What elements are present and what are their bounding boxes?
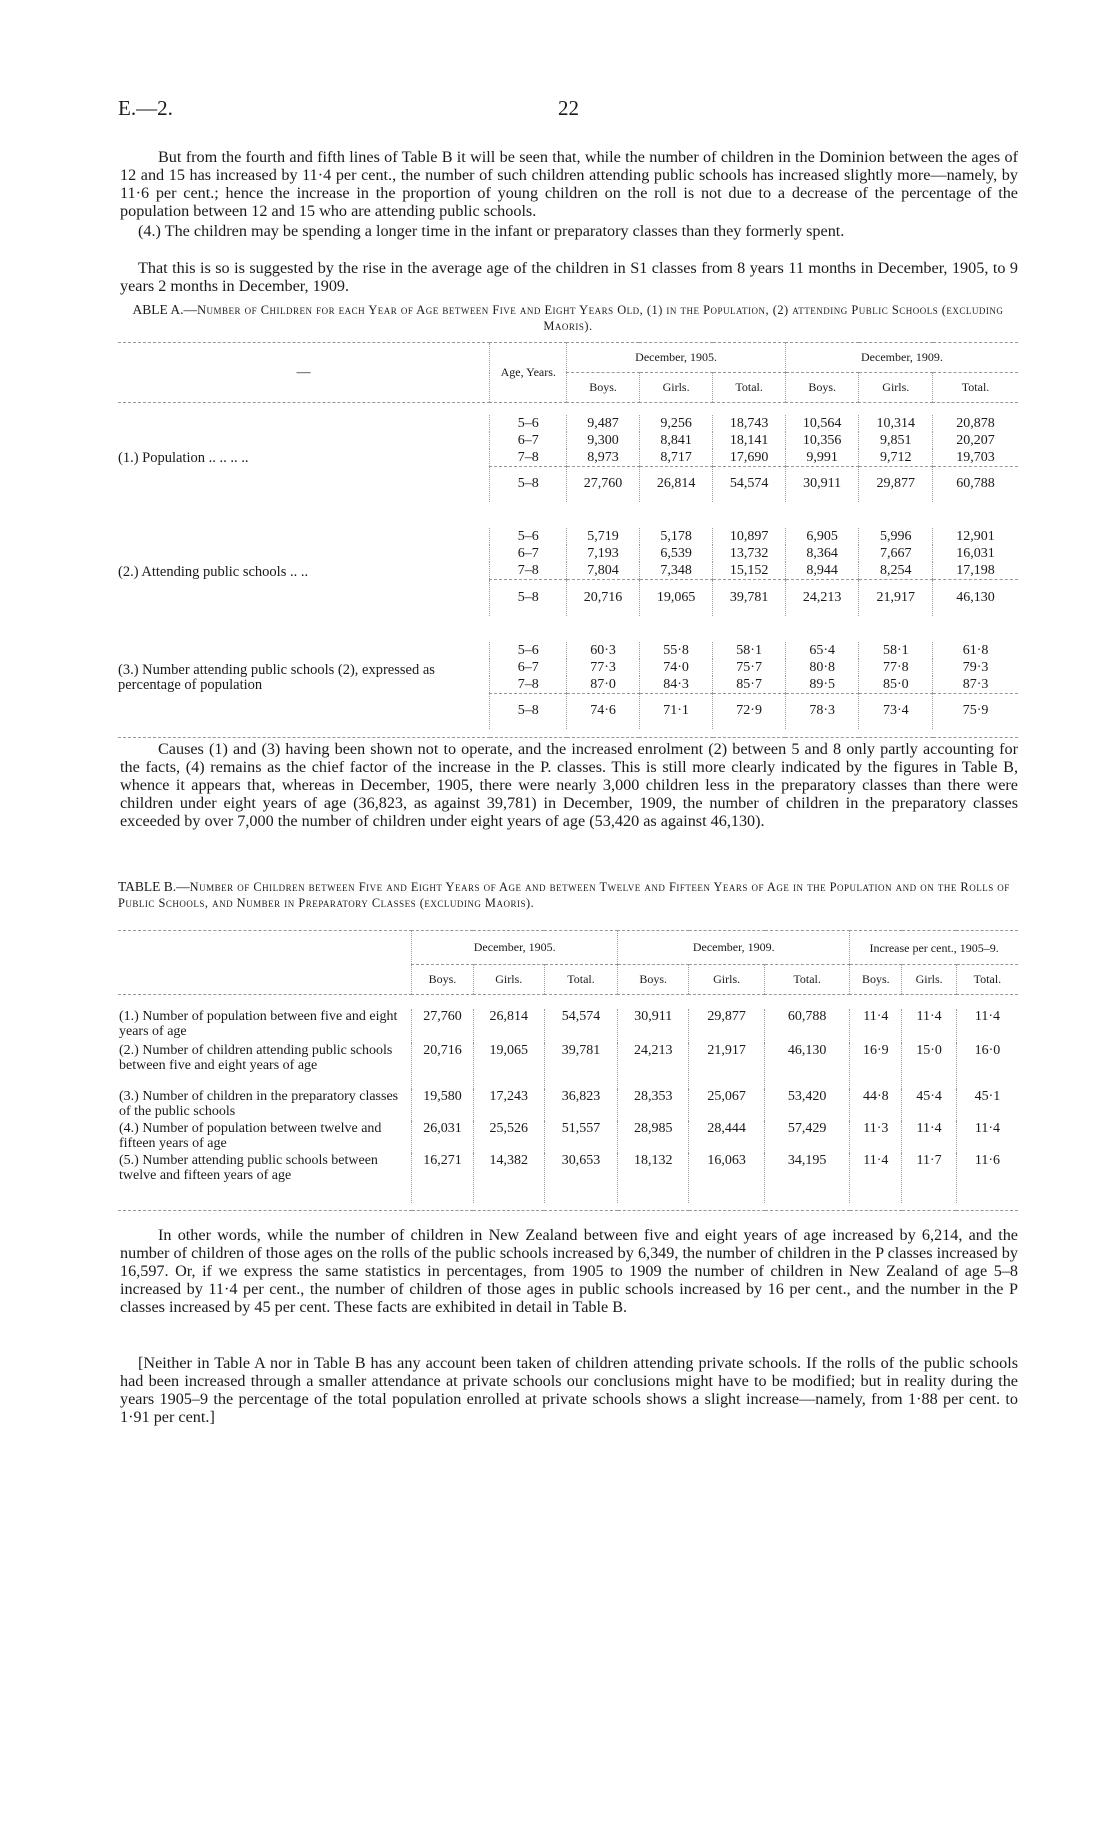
table-a-cell: 17,690 xyxy=(713,449,785,467)
table-a-col-header: Total. xyxy=(713,373,785,403)
paragraph-1-text: But from the fourth and fifth lines of Table B it will be seen that, while the number of children in the Dominion between the ages of 12 and 15 has increased by 11·4 per cent., the number of such children attending public schools has increased slightly more—namely, by 11·6 per cent.; hence the increase in the proportion of young children on the roll is not due to a decrease of the percentage of the population between 12 and 15 who are attending public schools. xyxy=(120,148,1018,221)
table-a-cell: 87·3 xyxy=(933,676,1018,694)
paragraph-3-text: That this is so is suggested by the rise in the average age of the children in S1 classes from 8 years 11 months in December, 1905, to 9 years 2 months in December, 1909. xyxy=(120,259,1018,296)
table-b-cell: 30,653 xyxy=(544,1153,617,1203)
table-a-cell: 10,356 xyxy=(785,432,859,449)
table-row xyxy=(118,528,1018,545)
table-b-cell: 29,877 xyxy=(689,1009,765,1043)
table-a-cell: 8,841 xyxy=(639,432,713,449)
table-a-total-cell: 30,911 xyxy=(785,466,859,502)
table-b-col-header: Girls. xyxy=(689,965,765,995)
table-a-total-cell: 39,781 xyxy=(713,580,785,616)
table-a-cell: 61·8 xyxy=(933,642,1018,659)
table-a-cell: 17,198 xyxy=(933,562,1018,580)
table-a-cell: 9,487 xyxy=(567,415,639,432)
paragraph-4 xyxy=(120,740,1018,830)
table-a-year-1909: December, 1909. xyxy=(785,343,1018,373)
table-a-col-header: Girls. xyxy=(859,373,933,403)
table-row xyxy=(118,1089,1018,1121)
table-a-age: 5–6 xyxy=(490,528,567,545)
table-a-cell: 7,348 xyxy=(639,562,713,580)
table-a-age: 7–8 xyxy=(490,449,567,467)
table-b-cell: 54,574 xyxy=(544,1009,617,1043)
table-a-cell: 58·1 xyxy=(859,642,933,659)
table-b-col-header: Total. xyxy=(544,965,617,995)
table-a-total-cell: 29,877 xyxy=(859,466,933,502)
table-b-increase-header: Increase per cent., 1905–9. xyxy=(850,931,1018,965)
table-a-cell: 16,031 xyxy=(933,545,1018,562)
table-a-cell: 10,564 xyxy=(785,415,859,432)
table-a-corner: — xyxy=(296,364,311,380)
table-a-cell: 9,300 xyxy=(567,432,639,449)
table-row xyxy=(118,1009,1018,1043)
table-a-total-age: 5–8 xyxy=(490,466,567,502)
table-b-cell: 19,580 xyxy=(412,1089,474,1121)
table-b-cell: 11·4 xyxy=(956,1121,1018,1153)
table-b-cell: 26,814 xyxy=(473,1009,544,1043)
table-a-cell: 6,905 xyxy=(785,528,859,545)
table-a-cell: 75·7 xyxy=(713,659,785,676)
table-b-row-label: (1.) Number of population between five and eight years of age xyxy=(119,1008,398,1039)
table-b-cell: 11·6 xyxy=(956,1153,1018,1203)
table-b-year-1905: December, 1905. xyxy=(412,931,618,965)
table-a-total-cell: 26,814 xyxy=(639,466,713,502)
table-b-col-header: Total. xyxy=(765,965,850,995)
table-a-age: 7–8 xyxy=(490,562,567,580)
table-a-cell: 7,804 xyxy=(567,562,639,580)
table-b-col-header: Boys. xyxy=(412,965,474,995)
table-b-cell: 46,130 xyxy=(765,1043,850,1089)
table-b-cell: 11·4 xyxy=(902,1121,956,1153)
table-b-row-label: (5.) Number attending public schools between twelve and fifteen years of age xyxy=(119,1152,378,1183)
table-b-cell: 16,063 xyxy=(689,1153,765,1203)
table-a-age: 7–8 xyxy=(490,676,567,694)
table-a-age: 5–6 xyxy=(490,642,567,659)
table-a-cell: 9,712 xyxy=(859,449,933,467)
table-b-caption-text: Number of Children between Five and Eight Years of Age and between Twelve and Fifteen Years of Age in the Population and on the Rolls of Public Schools, and Number in Preparatory Classes (excluding Maoris). xyxy=(118,880,1010,910)
table-a-total-cell: 24,213 xyxy=(785,580,859,616)
table-row xyxy=(118,1121,1018,1153)
table-b-cell: 60,788 xyxy=(765,1009,850,1043)
table-a-cell: 9,256 xyxy=(639,415,713,432)
table-b-cell: 16·0 xyxy=(956,1043,1018,1089)
table-a-total-cell: 21,917 xyxy=(859,580,933,616)
table-row xyxy=(118,642,1018,659)
table-a-cell: 58·1 xyxy=(713,642,785,659)
table-a-age: 6–7 xyxy=(490,545,567,562)
table-a-cell: 8,717 xyxy=(639,449,713,467)
table-b-row-label: (2.) Number of children attending public schools between five and eight years of age xyxy=(119,1042,393,1073)
table-a xyxy=(118,342,1018,738)
table-a-total-cell: 60,788 xyxy=(933,466,1018,502)
table-b-cell: 20,716 xyxy=(412,1043,474,1089)
table-a-col-header: Girls. xyxy=(639,373,713,403)
table-a-cell: 6,539 xyxy=(639,545,713,562)
paragraph-1 xyxy=(120,148,1018,220)
table-a-age: 5–6 xyxy=(490,415,567,432)
table-b-cell: 17,243 xyxy=(473,1089,544,1121)
paragraph-2 xyxy=(120,222,1018,240)
table-a-cell: 80·8 xyxy=(785,659,859,676)
table-a-group-label: (2.) Attending public schools .. .. xyxy=(118,563,309,580)
table-a-total-cell: 27,760 xyxy=(567,466,639,502)
table-b-cell: 18,132 xyxy=(618,1153,689,1203)
table-a-caption-prefix: ABLE A.— xyxy=(132,302,198,317)
table-a-cell: 15,152 xyxy=(713,562,785,580)
table-a-cell: 18,743 xyxy=(713,415,785,432)
table-a-cell: 7,193 xyxy=(567,545,639,562)
table-a-total-row xyxy=(118,693,1018,729)
table-a-cell: 55·8 xyxy=(639,642,713,659)
table-a-group-label: (1.) Population .. .. .. .. xyxy=(118,450,249,466)
table-b-col-header: Girls. xyxy=(902,965,956,995)
table-a-cell: 85·0 xyxy=(859,676,933,694)
table-a-cell: 87·0 xyxy=(567,676,639,694)
table-b-cell: 21,917 xyxy=(689,1043,765,1089)
table-b-col-header: Boys. xyxy=(850,965,902,995)
table-a-cell: 8,364 xyxy=(785,545,859,562)
table-a-cell: 13,732 xyxy=(713,545,785,562)
table-a-col-header: Boys. xyxy=(785,373,859,403)
table-b-cell: 27,760 xyxy=(412,1009,474,1043)
table-a-cell: 5,178 xyxy=(639,528,713,545)
table-b-cell: 25,526 xyxy=(473,1121,544,1153)
table-a-total-cell: 72·9 xyxy=(713,693,785,729)
table-a-age: 6–7 xyxy=(490,659,567,676)
table-b-cell: 44·8 xyxy=(850,1089,902,1121)
table-a-total-row xyxy=(118,580,1018,616)
table-a-cell: 9,991 xyxy=(785,449,859,467)
table-b-cell: 28,985 xyxy=(618,1121,689,1153)
table-b-col-header: Girls. xyxy=(473,965,544,995)
table-a-age: 6–7 xyxy=(490,432,567,449)
table-b-caption-prefix: TABLE B.— xyxy=(118,879,190,894)
paragraph-6-text: [Neither in Table A nor in Table B has any account been taken of children attending private schools. If the rolls of the public schools had been increased through a smaller attendance at private schools our conclusions might have to be modified; but in reality during the years 1905–9 the percentage of the total population enrolled at private schools shows a slight increase—namely, from 1·88 per cent. to 1·91 per cent.] xyxy=(120,1354,1018,1427)
table-a-cell: 77·3 xyxy=(567,659,639,676)
table-a-cell: 12,901 xyxy=(933,528,1018,545)
table-b-cell: 51,557 xyxy=(544,1121,617,1153)
table-b-cell: 11·3 xyxy=(850,1121,902,1153)
table-b-cell: 16,271 xyxy=(412,1153,474,1203)
table-a-total-cell: 20,716 xyxy=(567,580,639,616)
paragraph-3 xyxy=(120,259,1018,295)
table-row xyxy=(118,1153,1018,1203)
table-b-cell: 11·4 xyxy=(956,1009,1018,1043)
document-code: E.—2. xyxy=(118,96,173,120)
table-a-year-1905: December, 1905. xyxy=(567,343,786,373)
paragraph-6 xyxy=(120,1354,1018,1426)
table-b-cell: 14,382 xyxy=(473,1153,544,1203)
table-a-total-cell: 46,130 xyxy=(933,580,1018,616)
paragraph-5 xyxy=(120,1226,1018,1316)
table-b-col-header: Boys. xyxy=(618,965,689,995)
table-a-cell: 9,851 xyxy=(859,432,933,449)
table-a-total-cell: 54,574 xyxy=(713,466,785,502)
table-a-cell: 77·8 xyxy=(859,659,933,676)
table-a-col-header: Boys. xyxy=(567,373,639,403)
paragraph-5-text: In other words, while the number of children in New Zealand between five and eight years of age increased by 6,214, and the number of children of those ages on the rolls of the public schools increased by 6,349, the number of children in the P classes increased by 16,597. Or, if we express the same statistics in percentages, from 1905 to 1909 the number of children in New Zealand of age 5–8 increased by 11·4 per cent., the number of children of those ages in public schools increased by 16 per cent., and the number in the P classes increased by 45 per cent. These facts are exhibited in detail in Table B. xyxy=(120,1226,1018,1317)
table-b-cell: 45·1 xyxy=(956,1089,1018,1121)
table-a-cell: 85·7 xyxy=(713,676,785,694)
table-a-cell: 60·3 xyxy=(567,642,639,659)
table-a-cell: 8,973 xyxy=(567,449,639,467)
table-a-cell: 20,878 xyxy=(933,415,1018,432)
paragraph-2-text: (4.) The children may be spending a longer time in the infant or preparatory classes than they formerly spent. xyxy=(138,222,845,240)
table-a-caption xyxy=(118,302,1018,334)
table-a-cell: 18,141 xyxy=(713,432,785,449)
table-a-cell: 84·3 xyxy=(639,676,713,694)
table-a-total-age: 5–8 xyxy=(490,693,567,729)
table-b-row-label: (3.) Number of children in the preparatory classes of the public schools xyxy=(119,1088,399,1119)
table-b-cell: 19,065 xyxy=(473,1043,544,1089)
table-a-cell: 89·5 xyxy=(785,676,859,694)
table-a-cell: 19,703 xyxy=(933,449,1018,467)
table-b-corner xyxy=(118,931,412,995)
table-a-cell: 5,996 xyxy=(859,528,933,545)
table-row xyxy=(118,1043,1018,1089)
table-b-cell: 45·4 xyxy=(902,1089,956,1121)
table-a-cell: 10,897 xyxy=(713,528,785,545)
table-b-cell: 11·4 xyxy=(850,1153,902,1203)
table-a-cell: 79·3 xyxy=(933,659,1018,676)
table-a-cell: 8,944 xyxy=(785,562,859,580)
table-b-cell: 11·7 xyxy=(902,1153,956,1203)
page-number: 22 xyxy=(558,96,579,120)
table-b-year-1909: December, 1909. xyxy=(618,931,850,965)
table-b-cell: 53,420 xyxy=(765,1089,850,1121)
table-a-total-cell: 71·1 xyxy=(639,693,713,729)
table-a-caption-text: Number of Children for each Year of Age between Five and Eight Years Old, (1) in the Population, (2) attending Public Schools (excluding Maoris). xyxy=(197,303,1004,333)
table-b-cell: 24,213 xyxy=(618,1043,689,1089)
table-b-cell: 34,195 xyxy=(765,1153,850,1203)
table-b-cell: 25,067 xyxy=(689,1089,765,1121)
table-b-cell: 16·9 xyxy=(850,1043,902,1089)
table-a-cell: 7,667 xyxy=(859,545,933,562)
table-b-col-header: Total. xyxy=(956,965,1018,995)
table-a-total-cell: 73·4 xyxy=(859,693,933,729)
table-a-cell: 65·4 xyxy=(785,642,859,659)
table-b-cell: 11·4 xyxy=(902,1009,956,1043)
table-b-cell: 30,911 xyxy=(618,1009,689,1043)
table-a-age-header: Age, Years. xyxy=(490,343,567,403)
table-a-cell: 74·0 xyxy=(639,659,713,676)
table-b-cell: 28,353 xyxy=(618,1089,689,1121)
table-b-row-label: (4.) Number of population between twelve and fifteen years of age xyxy=(119,1120,382,1151)
table-b-cell: 26,031 xyxy=(412,1121,474,1153)
table-b-caption xyxy=(118,879,1016,911)
table-b-cell: 57,429 xyxy=(765,1121,850,1153)
table-a-cell: 8,254 xyxy=(859,562,933,580)
paragraph-4-text: Causes (1) and (3) having been shown not to operate, and the increased enrolment (2) between 5 and 8 only partly accounting for the facts, (4) remains as the chief factor of the increase in the P. classes. This is still more clearly indicated by the figures in Table B, whence it appears that, whereas in December, 1905, there were nearly 3,000 children less in the preparatory classes than there were children under eight years of age (36,823, as against 39,781) in December, 1909, the number of children in the preparatory classes exceeded by over 7,000 the number of children under eight years of age (53,420 as against 46,130). xyxy=(120,740,1018,831)
table-b-cell: 39,781 xyxy=(544,1043,617,1089)
table-b-cell: 11·4 xyxy=(850,1009,902,1043)
table-a-total-row xyxy=(118,466,1018,502)
table-a-total-cell: 19,065 xyxy=(639,580,713,616)
table-a-total-cell: 78·3 xyxy=(785,693,859,729)
table-a-total-cell: 74·6 xyxy=(567,693,639,729)
table-a-total-cell: 75·9 xyxy=(933,693,1018,729)
table-b-cell: 28,444 xyxy=(689,1121,765,1153)
table-row xyxy=(118,415,1018,432)
table-a-cell: 10,314 xyxy=(859,415,933,432)
table-a-total-age: 5–8 xyxy=(490,580,567,616)
table-a-cell: 20,207 xyxy=(933,432,1018,449)
table-a-col-header: Total. xyxy=(933,373,1018,403)
table-b-cell: 15·0 xyxy=(902,1043,956,1089)
table-a-group-label: (3.) Number attending public schools (2), expressed as percentage of population xyxy=(118,662,435,693)
table-a-cell: 5,719 xyxy=(567,528,639,545)
table-b xyxy=(118,930,1018,1211)
table-b-cell: 36,823 xyxy=(544,1089,617,1121)
